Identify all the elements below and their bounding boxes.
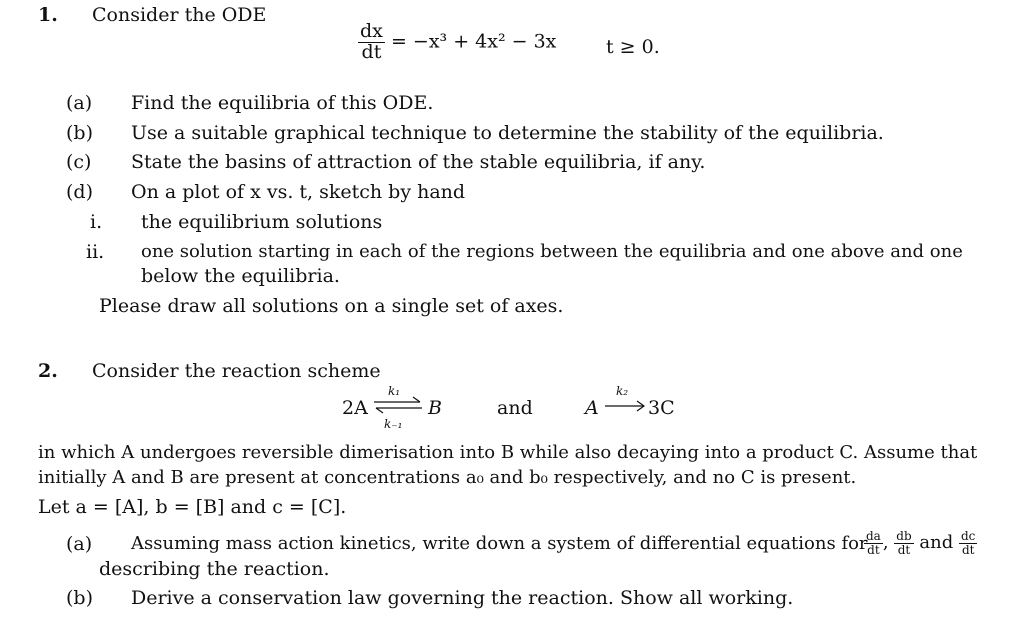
q1-part-c-label: (c) <box>66 151 92 173</box>
q1-subpart-i-label: i. <box>90 211 103 233</box>
scheme-k-minus1: k₋₁ <box>384 417 403 431</box>
scheme-product-3c: 3C <box>648 397 675 419</box>
scheme-and: and <box>497 397 533 419</box>
da-dt-fraction: $\frac{da}{dt}$ <box>866 529 881 557</box>
q2-derivative-list: $\frac{da}{dt}$ , $\frac{db}{dt}$ and $\frac{dc}{dt}$ <box>866 529 976 557</box>
q2-paragraph-line1: in which A undergoes reversible dimerisation into B while also decaying into a product C. Assume that <box>38 442 978 463</box>
q1-part-b-label: (b) <box>66 122 93 144</box>
q1-part-d-label: (d) <box>66 181 93 203</box>
forward-arrow-icon <box>603 398 647 412</box>
q1-part-a-text: Find the equilibria of this ODE. <box>131 92 434 114</box>
q1-part-d-text: On a plot of x vs. t, sketch by hand <box>131 181 466 203</box>
q2-paragraph-line3: Let a = [A], b = [B] and c = [C]. <box>38 496 347 518</box>
q1-note: Please draw all solutions on a single set of axes. <box>99 295 564 317</box>
q1-subpart-ii-text-line2: below the equilibria. <box>141 265 340 287</box>
scheme-k2: k₂ <box>616 384 629 398</box>
q1-subpart-ii-label: ii. <box>86 241 105 263</box>
ode-condition: t ≥ 0. <box>606 36 660 58</box>
db-dt-fraction: $\frac{db}{dt}$ <box>896 529 912 557</box>
q1-part-c-text: State the basins of attraction of the stable equilibria, if any. <box>131 151 706 173</box>
scheme-k1: k₁ <box>388 384 401 398</box>
question-2-number: 2. <box>38 360 58 382</box>
q1-subpart-i-text: the equilibrium solutions <box>141 211 383 233</box>
q2-paragraph-line2: initially A and B are present at concentrations a₀ and b₀ respectively, and no C is present. <box>38 467 857 488</box>
scheme-reactant-2a: 2A <box>342 397 368 419</box>
q2-part-a-label: (a) <box>66 533 93 555</box>
q2-part-a-text-line2: describing the reaction. <box>99 558 330 580</box>
ode-rhs: = −x³ + 4x² − 3x <box>390 30 557 53</box>
scheme-product-b: B <box>428 397 442 419</box>
q1-part-b-text: Use a suitable graphical technique to determine the stability of the equilibria. <box>131 122 884 144</box>
q2-part-a-text-line1: Assuming mass action kinetics, write down a system of differential equations for <box>131 533 868 554</box>
question-2-intro: Consider the reaction scheme <box>92 360 381 382</box>
q2-part-b-text: Derive a conservation law governing the reaction. Show all working. <box>131 587 794 609</box>
question-1-intro: Consider the ODE <box>92 4 267 26</box>
ode-derivative: $\frac{dx}{dt}$ <box>360 20 383 63</box>
scheme-reactant-a: A <box>585 397 599 419</box>
question-1-number: 1. <box>38 4 58 26</box>
q2-part-b-label: (b) <box>66 587 93 609</box>
q1-subpart-ii-text-line1: one solution starting in each of the regions between the equilibria and one above and one <box>141 241 963 262</box>
dc-dt-fraction: $\frac{dc}{dt}$ <box>961 529 976 557</box>
ode-equation <box>358 22 556 63</box>
q1-part-a-label: (a) <box>66 92 93 114</box>
